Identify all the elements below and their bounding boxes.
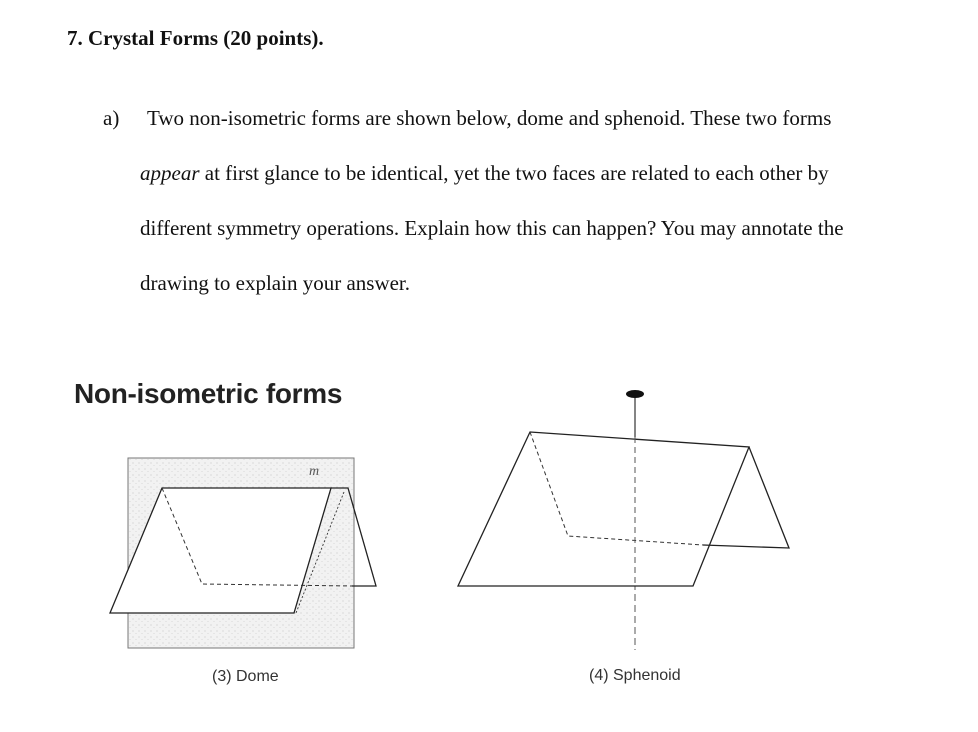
question-text-line-4: drawing to explain your answer. [140,271,411,295]
mirror-label: m [309,464,320,479]
dome-caption: (3) Dome [212,668,279,685]
part-label: a) [103,106,120,130]
question-text-line-2-rest: at first glance to be identical, yet the two faces are related to each other by [199,161,829,185]
question-text-line-1: Two non-isometric forms are shown below, dome and sphenoid. These two forms [147,106,832,130]
question-text-line-3: different symmetry operations. Explain how this can happen? You may annotate the [140,216,844,240]
twofold-axis-symbol [626,390,644,398]
sphenoid-caption: (4) Sphenoid [589,667,681,684]
sphenoid-drawing [458,390,789,650]
emphasis-appear: appear [140,161,200,185]
question-title: 7. Crystal Forms (20 points). [67,26,324,50]
figure-heading: Non-isometric forms [74,378,343,409]
sphenoid-face-left [458,432,749,586]
dome-drawing [110,458,376,648]
